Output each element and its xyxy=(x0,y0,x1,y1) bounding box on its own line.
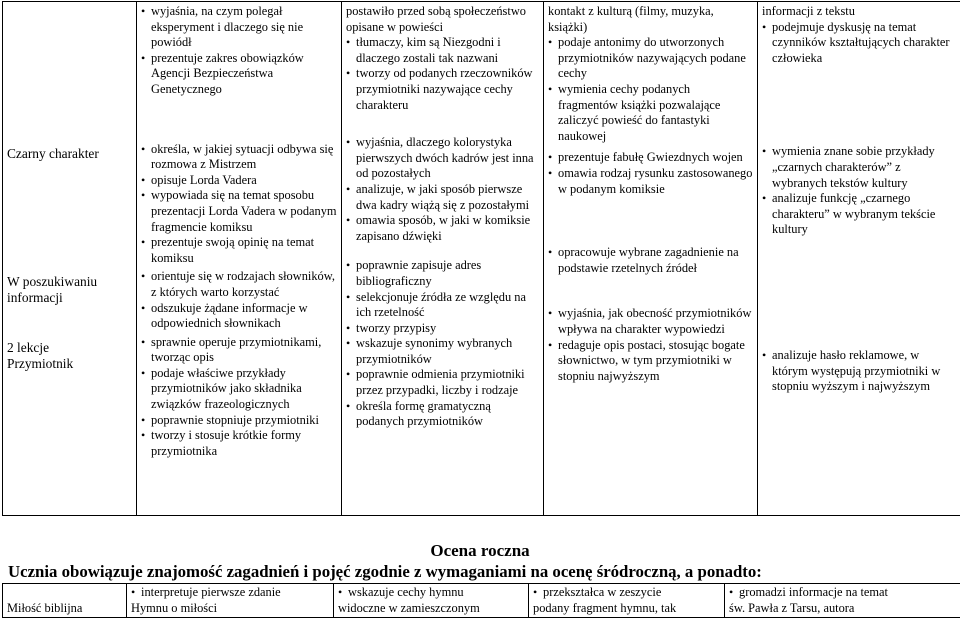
requirements-column-3 xyxy=(544,2,758,516)
list-item: • omawia rodzaj rysunku zastosowanego w podanym komiksie xyxy=(548,166,753,197)
list-item: • określa formę gramatyczną podanych przymiotników xyxy=(346,399,539,430)
list-item: • prezentuje zakres obowiązków Agencji Bezpieczeństwa Genetycznego xyxy=(141,51,337,98)
requirements-block xyxy=(762,144,956,238)
list-item: św. Pawła z Tarsu, autora xyxy=(729,600,855,615)
requirements-block xyxy=(141,335,337,460)
list-item: • określa, w jakiej sytuacji odbywa się rozmowa z Mistrzem xyxy=(141,142,337,173)
requirement-cell xyxy=(334,584,529,618)
list-item: • wskazuje synonimy wybranych przymiotników xyxy=(346,336,539,367)
topic-label-czarny-charakter: Czarny charakter xyxy=(7,145,99,161)
topic-column xyxy=(3,2,137,516)
list-item: • tworzy i stosuje krótkie formy przymiotnika xyxy=(141,428,337,459)
list-item: • wskazuje cechy hymnu xyxy=(338,585,524,601)
list-item: Hymnu o miłości xyxy=(131,600,218,615)
list-item: postawiło przed sobą społeczeństwo opisane w powieści xyxy=(346,4,526,34)
list-item: • sprawnie operuje przymiotnikami, tworząc opis xyxy=(141,335,337,366)
requirements-block xyxy=(346,135,539,244)
requirements-block xyxy=(346,336,539,430)
list-item: • wyjaśnia, jak obecność przymiotników wpływa na charakter wypowiedzi xyxy=(548,306,753,337)
list-item: • podaje antonimy do utworzonych przymiotników nazywających podane cechy xyxy=(548,35,753,82)
requirements-block xyxy=(548,306,753,384)
requirements-block xyxy=(762,20,956,67)
list-item: • gromadzi informacje na temat xyxy=(729,585,956,601)
requirements-block xyxy=(141,142,337,267)
list-item: • poprawnie odmienia przymiotniki przez przypadki, liczby i rodzaje xyxy=(346,367,539,398)
list-item: podany fragment hymnu, tak xyxy=(533,600,677,615)
list-item: • przekształca w zeszycie xyxy=(533,585,720,601)
list-item: informacji z tekstu xyxy=(762,4,855,18)
list-item: • wymienia cechy podanych fragmentów książki pozwalające zaliczyć powieść do fantastyki naukowej xyxy=(548,82,753,144)
list-item: • wypowiada się na temat sposobu prezentacji Lorda Vadera w podanym fragmencie komiksu xyxy=(141,188,337,235)
list-item: • wyjaśnia, dlaczego kolorystyka pierwszych dwóch kadrów jest inna od pozostałych xyxy=(346,135,539,182)
requirements-block xyxy=(141,4,337,98)
requirement-cell xyxy=(127,584,334,618)
requirements-block xyxy=(346,258,539,336)
list-item: • tworzy od podanych rzeczowników przymiotniki nazywające cechy charakteru xyxy=(346,66,539,113)
list-item: • wyjaśnia, na czym polegał eksperyment i dlaczego się nie powiódł xyxy=(141,4,337,51)
requirements-column-1 xyxy=(137,2,342,516)
criteria-table xyxy=(2,1,960,516)
continued-text xyxy=(346,4,539,35)
requirement-cell xyxy=(725,584,960,618)
list-item: • podaje właściwe przykłady przymiotników jako składnika związków frazeologicznych xyxy=(141,366,337,413)
topic-label-lekcje: 2 lekcje xyxy=(7,339,50,355)
list-item: • omawia sposób, w jaki w komiksie zapisano dźwięki xyxy=(346,213,539,244)
list-item: • wymienia znane sobie przykłady „czarnych charakterów” z wybranych tekstów kultury xyxy=(762,144,956,191)
list-item: • tworzy przypisy xyxy=(346,321,539,337)
list-item: • podejmuje dyskusję na temat czynników kształtujących charakter człowieka xyxy=(762,20,956,67)
requirements-block xyxy=(548,35,753,144)
list-item: • opisuje Lorda Vadera xyxy=(141,173,337,189)
list-item: widoczne w zamieszczonym xyxy=(338,600,480,615)
list-item: • analizuje funkcję „czarnego charakteru” w wybranym tekście kultury xyxy=(762,191,956,238)
requirements-column-2 xyxy=(342,2,544,516)
section-heading: Ocena roczna xyxy=(430,541,530,560)
list-item: • interpretuje pierwsze zdanie xyxy=(131,585,329,601)
continued-text xyxy=(762,4,956,20)
list-item: • analizuje hasło reklamowe, w którym występują przymiotniki w stopniu wyższym i najwyższym xyxy=(762,348,956,395)
requirements-block xyxy=(548,150,753,197)
requirements-block xyxy=(346,35,539,113)
list-item: • prezentuje fabułę Gwiezdnych wojen xyxy=(548,150,753,166)
requirements-column-4 xyxy=(758,2,960,516)
section-subheading: Uczniа obowiązuje znajomość zagadnień i pojęć zgodnie z wymaganiami na ocenę śródroczną, a ponadto: xyxy=(8,562,762,581)
requirements-block xyxy=(762,348,956,395)
list-item: • prezentuje swoją opinię na temat komiksu xyxy=(141,235,337,266)
requirements-block xyxy=(548,245,753,276)
list-item: • redaguje opis postaci, stosując bogate słownictwo, w tym przymiotniki w stopniu najwyższym xyxy=(548,338,753,385)
list-item: kontakt z kulturą (filmy, muzyka, książki) xyxy=(548,4,714,34)
list-item: • tłumaczy, kim są Niezgodni i dlaczego zostali tak nazwani xyxy=(346,35,539,66)
list-item: • poprawnie stopniuje przymiotniki xyxy=(141,413,337,429)
topic-label-w-poszukiwaniu: W poszukiwaniu informacji xyxy=(7,273,98,305)
list-item: • analizuje, w jaki sposób pierwsze dwa kadry wiążą się z pozostałymi xyxy=(346,182,539,213)
requirement-cell xyxy=(529,584,725,618)
continued-text xyxy=(548,4,753,35)
list-item: • selekcjonuje źródła ze względu na ich rzetelność xyxy=(346,290,539,321)
requirements-block xyxy=(141,269,337,331)
annual-criteria-table xyxy=(2,583,960,618)
list-item: • poprawnie zapisuje adres bibliograficzny xyxy=(346,258,539,289)
topic-label-przymiotnik: Przymiotnik xyxy=(7,355,74,371)
list-item: • opracowuje wybrane zagadnienie na podstawie rzetelnych źródeł xyxy=(548,245,753,276)
list-item: • odszukuje żądane informacje w odpowiednich słownikach xyxy=(141,301,337,332)
list-item: • orientuje się w rodzajach słowników, z których warto korzystać xyxy=(141,269,337,300)
topic-cell: Miłość biblijna xyxy=(3,584,127,618)
